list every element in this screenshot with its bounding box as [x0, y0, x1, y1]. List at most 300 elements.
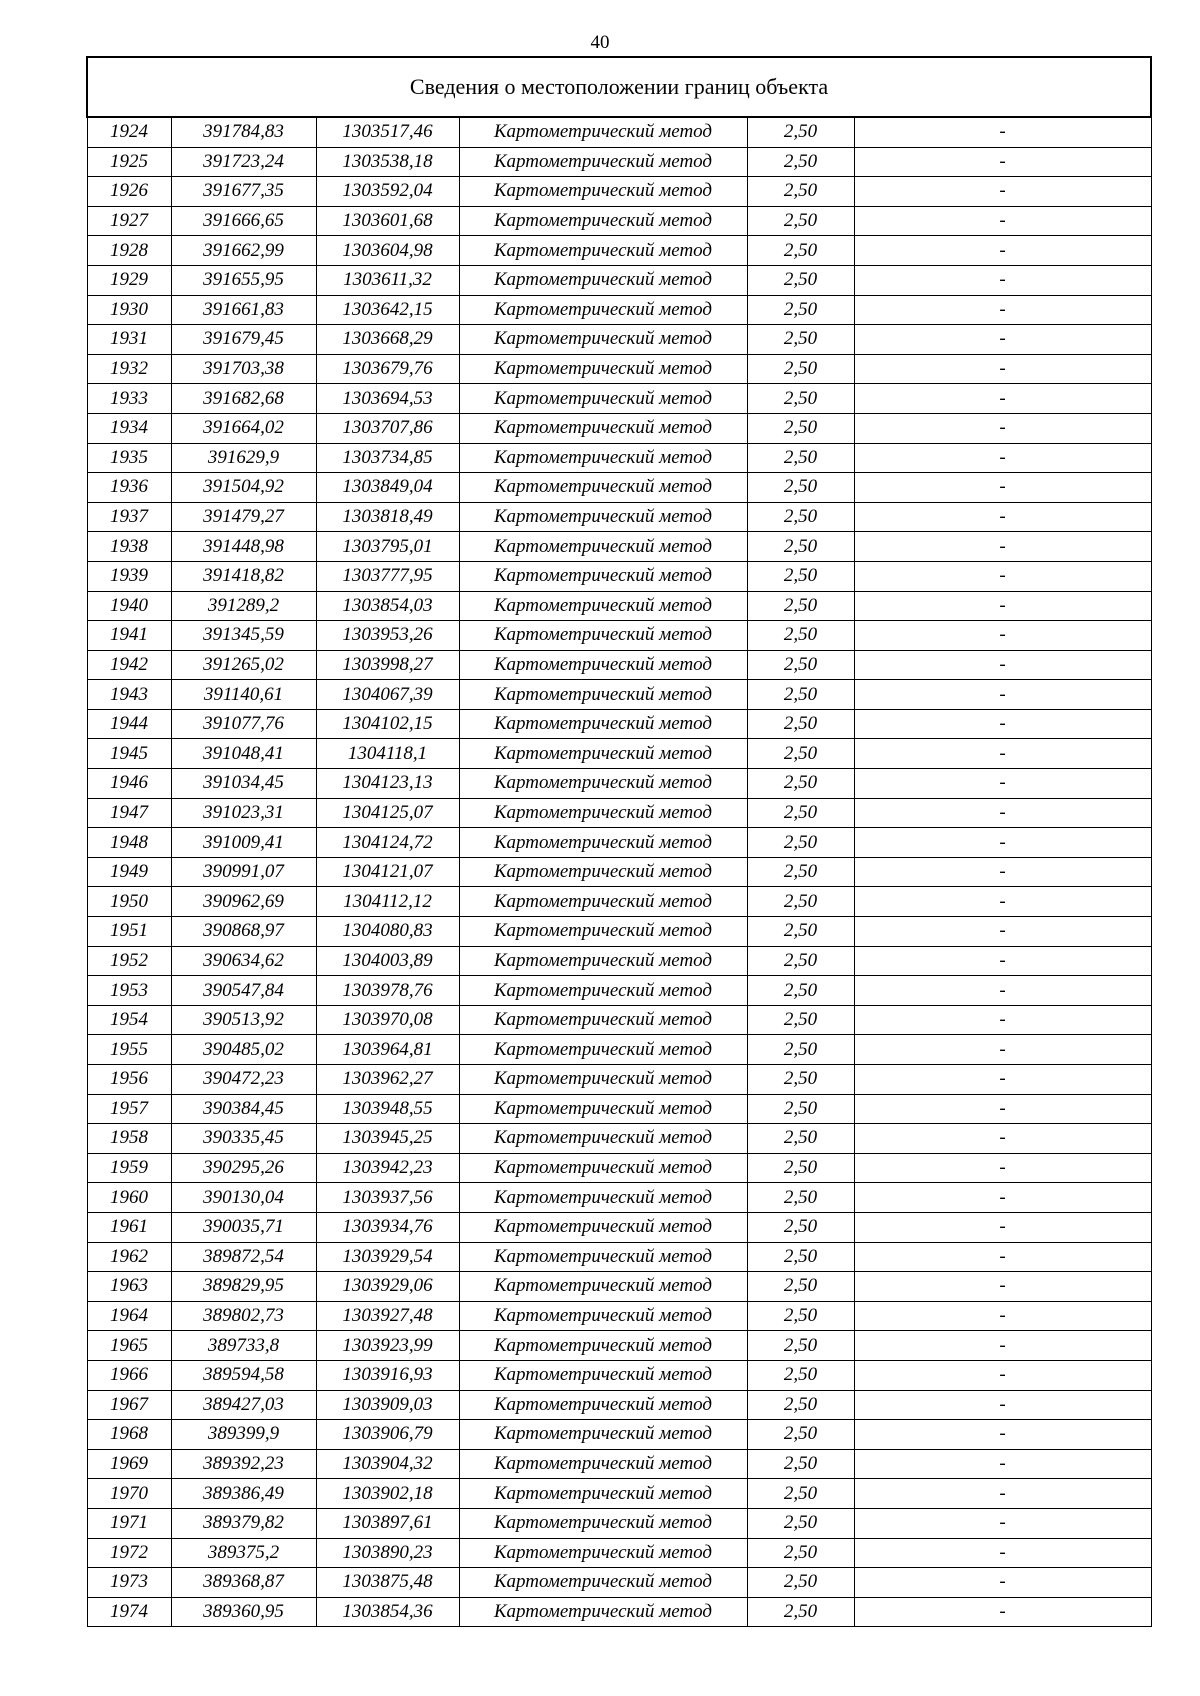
accuracy-cell: 2,50: [747, 1360, 854, 1390]
description-cell: -: [854, 739, 1151, 769]
accuracy-cell: 2,50: [747, 354, 854, 384]
accuracy-cell: 2,50: [747, 443, 854, 473]
x-coordinate-cell: 390962,69: [171, 887, 316, 917]
y-coordinate-cell: 1303945,25: [316, 1124, 459, 1154]
description-cell: -: [854, 798, 1151, 828]
description-cell: -: [854, 976, 1151, 1006]
point-number-cell: 1954: [87, 1005, 171, 1035]
accuracy-cell: 2,50: [747, 1212, 854, 1242]
y-coordinate-cell: 1303978,76: [316, 976, 459, 1006]
x-coordinate-cell: 391448,98: [171, 532, 316, 562]
y-coordinate-cell: 1303679,76: [316, 354, 459, 384]
method-cell: Картометрический метод: [459, 1153, 747, 1183]
point-number-cell: 1964: [87, 1301, 171, 1331]
description-cell: -: [854, 1035, 1151, 1065]
x-coordinate-cell: 390472,23: [171, 1065, 316, 1095]
table-row: [87, 798, 1151, 828]
accuracy-cell: 2,50: [747, 798, 854, 828]
description-cell: -: [854, 857, 1151, 887]
point-number-cell: 1948: [87, 828, 171, 858]
table-row: [87, 561, 1151, 591]
table-row: [87, 1094, 1151, 1124]
y-coordinate-cell: 1303916,93: [316, 1360, 459, 1390]
x-coordinate-cell: 391048,41: [171, 739, 316, 769]
method-cell: Картометрический метод: [459, 1597, 747, 1627]
y-coordinate-cell: 1303734,85: [316, 443, 459, 473]
accuracy-cell: 2,50: [747, 917, 854, 947]
description-cell: -: [854, 117, 1151, 147]
x-coordinate-cell: 391009,41: [171, 828, 316, 858]
x-coordinate-cell: 391345,59: [171, 621, 316, 651]
x-coordinate-cell: 391265,02: [171, 650, 316, 680]
x-coordinate-cell: 390485,02: [171, 1035, 316, 1065]
table-row: [87, 946, 1151, 976]
x-coordinate-cell: 390295,26: [171, 1153, 316, 1183]
point-number-cell: 1934: [87, 413, 171, 443]
accuracy-cell: 2,50: [747, 680, 854, 710]
point-number-cell: 1933: [87, 384, 171, 414]
point-number-cell: 1935: [87, 443, 171, 473]
y-coordinate-cell: 1303601,68: [316, 206, 459, 236]
y-coordinate-cell: 1303897,61: [316, 1508, 459, 1538]
method-cell: Картометрический метод: [459, 1538, 747, 1568]
method-cell: Картометрический метод: [459, 709, 747, 739]
description-cell: -: [854, 206, 1151, 236]
point-number-cell: 1955: [87, 1035, 171, 1065]
x-coordinate-cell: 391661,83: [171, 295, 316, 325]
x-coordinate-cell: 391784,83: [171, 117, 316, 147]
table-row: [87, 1242, 1151, 1272]
y-coordinate-cell: 1303948,55: [316, 1094, 459, 1124]
description-cell: -: [854, 1212, 1151, 1242]
method-cell: Картометрический метод: [459, 561, 747, 591]
description-cell: -: [854, 1508, 1151, 1538]
point-number-cell: 1974: [87, 1597, 171, 1627]
description-cell: -: [854, 769, 1151, 799]
accuracy-cell: 2,50: [747, 1479, 854, 1509]
method-cell: Картометрический метод: [459, 946, 747, 976]
point-number-cell: 1963: [87, 1272, 171, 1302]
point-number-cell: 1924: [87, 117, 171, 147]
description-cell: -: [854, 887, 1151, 917]
x-coordinate-cell: 391418,82: [171, 561, 316, 591]
description-cell: -: [854, 413, 1151, 443]
method-cell: Картометрический метод: [459, 857, 747, 887]
point-number-cell: 1942: [87, 650, 171, 680]
description-cell: -: [854, 1242, 1151, 1272]
accuracy-cell: 2,50: [747, 1420, 854, 1450]
description-cell: -: [854, 1331, 1151, 1361]
x-coordinate-cell: 390384,45: [171, 1094, 316, 1124]
method-cell: Картометрический метод: [459, 650, 747, 680]
table-row: [87, 295, 1151, 325]
accuracy-cell: 2,50: [747, 1449, 854, 1479]
table-row: [87, 1597, 1151, 1627]
point-number-cell: 1941: [87, 621, 171, 651]
y-coordinate-cell: 1303875,48: [316, 1568, 459, 1598]
accuracy-cell: 2,50: [747, 1390, 854, 1420]
y-coordinate-cell: 1303929,06: [316, 1272, 459, 1302]
point-number-cell: 1927: [87, 206, 171, 236]
x-coordinate-cell: 389399,9: [171, 1420, 316, 1450]
x-coordinate-cell: 391140,61: [171, 680, 316, 710]
description-cell: -: [854, 917, 1151, 947]
method-cell: Картометрический метод: [459, 1212, 747, 1242]
method-cell: Картометрический метод: [459, 443, 747, 473]
method-cell: Картометрический метод: [459, 1568, 747, 1598]
description-cell: -: [854, 1065, 1151, 1095]
table-row: [87, 739, 1151, 769]
method-cell: Картометрический метод: [459, 1449, 747, 1479]
y-coordinate-cell: 1304067,39: [316, 680, 459, 710]
point-number-cell: 1946: [87, 769, 171, 799]
x-coordinate-cell: 389368,87: [171, 1568, 316, 1598]
x-coordinate-cell: 390547,84: [171, 976, 316, 1006]
description-cell: -: [854, 946, 1151, 976]
y-coordinate-cell: 1303849,04: [316, 473, 459, 503]
table-row: [87, 917, 1151, 947]
point-number-cell: 1939: [87, 561, 171, 591]
description-cell: -: [854, 621, 1151, 651]
point-number-cell: 1968: [87, 1420, 171, 1450]
table-row: [87, 621, 1151, 651]
method-cell: Картометрический метод: [459, 413, 747, 443]
y-coordinate-cell: 1303937,56: [316, 1183, 459, 1213]
x-coordinate-cell: 391662,99: [171, 236, 316, 266]
method-cell: Картометрический метод: [459, 1479, 747, 1509]
accuracy-cell: 2,50: [747, 295, 854, 325]
table-row: [87, 857, 1151, 887]
method-cell: Картометрический метод: [459, 1124, 747, 1154]
description-cell: -: [854, 709, 1151, 739]
y-coordinate-cell: 1303777,95: [316, 561, 459, 591]
table-row: [87, 117, 1151, 147]
method-cell: Картометрический метод: [459, 1508, 747, 1538]
table-row: [87, 591, 1151, 621]
x-coordinate-cell: 390634,62: [171, 946, 316, 976]
accuracy-cell: 2,50: [747, 265, 854, 295]
table-row: [87, 1508, 1151, 1538]
table-body: [87, 57, 1151, 1627]
x-coordinate-cell: 390513,92: [171, 1005, 316, 1035]
accuracy-cell: 2,50: [747, 650, 854, 680]
method-cell: Картометрический метод: [459, 828, 747, 858]
x-coordinate-cell: 389386,49: [171, 1479, 316, 1509]
y-coordinate-cell: 1303929,54: [316, 1242, 459, 1272]
point-number-cell: 1959: [87, 1153, 171, 1183]
accuracy-cell: 2,50: [747, 769, 854, 799]
description-cell: -: [854, 177, 1151, 207]
x-coordinate-cell: 391655,95: [171, 265, 316, 295]
table-row: [87, 1420, 1151, 1450]
description-cell: -: [854, 1272, 1151, 1302]
point-number-cell: 1943: [87, 680, 171, 710]
accuracy-cell: 2,50: [747, 1124, 854, 1154]
x-coordinate-cell: 391629,9: [171, 443, 316, 473]
accuracy-cell: 2,50: [747, 206, 854, 236]
method-cell: Картометрический метод: [459, 502, 747, 532]
description-cell: -: [854, 828, 1151, 858]
table-row: [87, 532, 1151, 562]
table-row: [87, 769, 1151, 799]
y-coordinate-cell: 1304123,13: [316, 769, 459, 799]
description-cell: -: [854, 1568, 1151, 1598]
table-row: [87, 709, 1151, 739]
y-coordinate-cell: 1303592,04: [316, 177, 459, 207]
table-row: [87, 1390, 1151, 1420]
method-cell: Картометрический метод: [459, 1420, 747, 1450]
x-coordinate-cell: 391703,38: [171, 354, 316, 384]
accuracy-cell: 2,50: [747, 857, 854, 887]
y-coordinate-cell: 1303642,15: [316, 295, 459, 325]
description-cell: -: [854, 1301, 1151, 1331]
point-number-cell: 1930: [87, 295, 171, 325]
description-cell: -: [854, 236, 1151, 266]
accuracy-cell: 2,50: [747, 236, 854, 266]
accuracy-cell: 2,50: [747, 946, 854, 976]
description-cell: -: [854, 650, 1151, 680]
point-number-cell: 1951: [87, 917, 171, 947]
y-coordinate-cell: 1303890,23: [316, 1538, 459, 1568]
x-coordinate-cell: 391682,68: [171, 384, 316, 414]
y-coordinate-cell: 1304080,83: [316, 917, 459, 947]
y-coordinate-cell: 1303854,36: [316, 1597, 459, 1627]
table-row: [87, 177, 1151, 207]
y-coordinate-cell: 1303942,23: [316, 1153, 459, 1183]
table-row: [87, 206, 1151, 236]
description-cell: -: [854, 1420, 1151, 1450]
point-number-cell: 1932: [87, 354, 171, 384]
table-row: [87, 1212, 1151, 1242]
table-row: [87, 1568, 1151, 1598]
x-coordinate-cell: 389392,23: [171, 1449, 316, 1479]
y-coordinate-cell: 1304125,07: [316, 798, 459, 828]
method-cell: Картометрический метод: [459, 265, 747, 295]
x-coordinate-cell: 389379,82: [171, 1508, 316, 1538]
y-coordinate-cell: 1303604,98: [316, 236, 459, 266]
y-coordinate-cell: 1304102,15: [316, 709, 459, 739]
point-number-cell: 1956: [87, 1065, 171, 1095]
y-coordinate-cell: 1303909,03: [316, 1390, 459, 1420]
accuracy-cell: 2,50: [747, 1035, 854, 1065]
accuracy-cell: 2,50: [747, 1538, 854, 1568]
point-number-cell: 1929: [87, 265, 171, 295]
method-cell: Картометрический метод: [459, 798, 747, 828]
x-coordinate-cell: 391679,45: [171, 325, 316, 355]
table-row: [87, 1360, 1151, 1390]
method-cell: Картометрический метод: [459, 1065, 747, 1095]
method-cell: Картометрический метод: [459, 1301, 747, 1331]
point-number-cell: 1925: [87, 147, 171, 177]
x-coordinate-cell: 391034,45: [171, 769, 316, 799]
y-coordinate-cell: 1304003,89: [316, 946, 459, 976]
point-number-cell: 1937: [87, 502, 171, 532]
accuracy-cell: 2,50: [747, 473, 854, 503]
x-coordinate-cell: 391289,2: [171, 591, 316, 621]
point-number-cell: 1950: [87, 887, 171, 917]
point-number-cell: 1928: [87, 236, 171, 266]
table-row: [87, 443, 1151, 473]
table-row: [87, 828, 1151, 858]
x-coordinate-cell: 391723,24: [171, 147, 316, 177]
x-coordinate-cell: 390130,04: [171, 1183, 316, 1213]
y-coordinate-cell: 1303998,27: [316, 650, 459, 680]
accuracy-cell: 2,50: [747, 739, 854, 769]
x-coordinate-cell: 389594,58: [171, 1360, 316, 1390]
point-number-cell: 1940: [87, 591, 171, 621]
y-coordinate-cell: 1304118,1: [316, 739, 459, 769]
y-coordinate-cell: 1303854,03: [316, 591, 459, 621]
y-coordinate-cell: 1303934,76: [316, 1212, 459, 1242]
table-row: [87, 384, 1151, 414]
accuracy-cell: 2,50: [747, 147, 854, 177]
table-row: [87, 1479, 1151, 1509]
method-cell: Картометрический метод: [459, 680, 747, 710]
method-cell: Картометрический метод: [459, 1094, 747, 1124]
y-coordinate-cell: 1303902,18: [316, 1479, 459, 1509]
accuracy-cell: 2,50: [747, 1183, 854, 1213]
point-number-cell: 1945: [87, 739, 171, 769]
table-title-row: [87, 57, 1151, 117]
point-number-cell: 1926: [87, 177, 171, 207]
table-row: [87, 413, 1151, 443]
point-number-cell: 1970: [87, 1479, 171, 1509]
y-coordinate-cell: 1303517,46: [316, 117, 459, 147]
point-number-cell: 1953: [87, 976, 171, 1006]
table-row: [87, 1183, 1151, 1213]
accuracy-cell: 2,50: [747, 1508, 854, 1538]
method-cell: Картометрический метод: [459, 473, 747, 503]
x-coordinate-cell: 389829,95: [171, 1272, 316, 1302]
x-coordinate-cell: 390335,45: [171, 1124, 316, 1154]
table-row: [87, 147, 1151, 177]
accuracy-cell: 2,50: [747, 1153, 854, 1183]
point-number-cell: 1971: [87, 1508, 171, 1538]
table-row: [87, 1005, 1151, 1035]
accuracy-cell: 2,50: [747, 117, 854, 147]
x-coordinate-cell: 391677,35: [171, 177, 316, 207]
accuracy-cell: 2,50: [747, 1331, 854, 1361]
y-coordinate-cell: 1303970,08: [316, 1005, 459, 1035]
point-number-cell: 1947: [87, 798, 171, 828]
point-number-cell: 1966: [87, 1360, 171, 1390]
point-number-cell: 1931: [87, 325, 171, 355]
y-coordinate-cell: 1304112,12: [316, 887, 459, 917]
table-row: [87, 1331, 1151, 1361]
y-coordinate-cell: 1303707,86: [316, 413, 459, 443]
table-row: [87, 1065, 1151, 1095]
point-number-cell: 1952: [87, 946, 171, 976]
accuracy-cell: 2,50: [747, 502, 854, 532]
accuracy-cell: 2,50: [747, 976, 854, 1006]
method-cell: Картометрический метод: [459, 1360, 747, 1390]
table-row: [87, 354, 1151, 384]
accuracy-cell: 2,50: [747, 384, 854, 414]
table-row: [87, 680, 1151, 710]
description-cell: -: [854, 147, 1151, 177]
accuracy-cell: 2,50: [747, 828, 854, 858]
point-number-cell: 1938: [87, 532, 171, 562]
y-coordinate-cell: 1303818,49: [316, 502, 459, 532]
method-cell: Картометрический метод: [459, 1242, 747, 1272]
description-cell: -: [854, 265, 1151, 295]
accuracy-cell: 2,50: [747, 1301, 854, 1331]
method-cell: Картометрический метод: [459, 147, 747, 177]
y-coordinate-cell: 1303668,29: [316, 325, 459, 355]
accuracy-cell: 2,50: [747, 887, 854, 917]
accuracy-cell: 2,50: [747, 1094, 854, 1124]
accuracy-cell: 2,50: [747, 1065, 854, 1095]
table-title: Сведения о местоположении границ объекта: [87, 57, 1151, 117]
accuracy-cell: 2,50: [747, 561, 854, 591]
table-row: [87, 976, 1151, 1006]
x-coordinate-cell: 389360,95: [171, 1597, 316, 1627]
point-number-cell: 1961: [87, 1212, 171, 1242]
description-cell: -: [854, 325, 1151, 355]
point-number-cell: 1936: [87, 473, 171, 503]
method-cell: Картометрический метод: [459, 591, 747, 621]
y-coordinate-cell: 1303611,32: [316, 265, 459, 295]
description-cell: -: [854, 591, 1151, 621]
point-number-cell: 1944: [87, 709, 171, 739]
description-cell: -: [854, 473, 1151, 503]
description-cell: -: [854, 1094, 1151, 1124]
method-cell: Картометрический метод: [459, 1390, 747, 1420]
y-coordinate-cell: 1303964,81: [316, 1035, 459, 1065]
y-coordinate-cell: 1303904,32: [316, 1449, 459, 1479]
y-coordinate-cell: 1303953,26: [316, 621, 459, 651]
method-cell: Картометрический метод: [459, 117, 747, 147]
x-coordinate-cell: 391504,92: [171, 473, 316, 503]
description-cell: -: [854, 532, 1151, 562]
point-number-cell: 1972: [87, 1538, 171, 1568]
y-coordinate-cell: 1304121,07: [316, 857, 459, 887]
description-cell: -: [854, 561, 1151, 591]
method-cell: Картометрический метод: [459, 976, 747, 1006]
y-coordinate-cell: 1303538,18: [316, 147, 459, 177]
point-number-cell: 1969: [87, 1449, 171, 1479]
accuracy-cell: 2,50: [747, 709, 854, 739]
table-row: [87, 1124, 1151, 1154]
x-coordinate-cell: 391479,27: [171, 502, 316, 532]
table-row: [87, 650, 1151, 680]
accuracy-cell: 2,50: [747, 413, 854, 443]
point-number-cell: 1949: [87, 857, 171, 887]
method-cell: Картометрический метод: [459, 1005, 747, 1035]
point-number-cell: 1973: [87, 1568, 171, 1598]
x-coordinate-cell: 391666,65: [171, 206, 316, 236]
accuracy-cell: 2,50: [747, 1005, 854, 1035]
x-coordinate-cell: 391023,31: [171, 798, 316, 828]
boundary-points-table: [86, 56, 1152, 1627]
method-cell: Картометрический метод: [459, 917, 747, 947]
accuracy-cell: 2,50: [747, 1568, 854, 1598]
description-cell: -: [854, 680, 1151, 710]
table-row: [87, 473, 1151, 503]
description-cell: -: [854, 1538, 1151, 1568]
description-cell: -: [854, 1124, 1151, 1154]
method-cell: Картометрический метод: [459, 532, 747, 562]
method-cell: Картометрический метод: [459, 354, 747, 384]
point-number-cell: 1957: [87, 1094, 171, 1124]
description-cell: -: [854, 1005, 1151, 1035]
x-coordinate-cell: 390991,07: [171, 857, 316, 887]
accuracy-cell: 2,50: [747, 1242, 854, 1272]
description-cell: -: [854, 354, 1151, 384]
method-cell: Картометрический метод: [459, 1272, 747, 1302]
y-coordinate-cell: 1303962,27: [316, 1065, 459, 1095]
method-cell: Картометрический метод: [459, 621, 747, 651]
